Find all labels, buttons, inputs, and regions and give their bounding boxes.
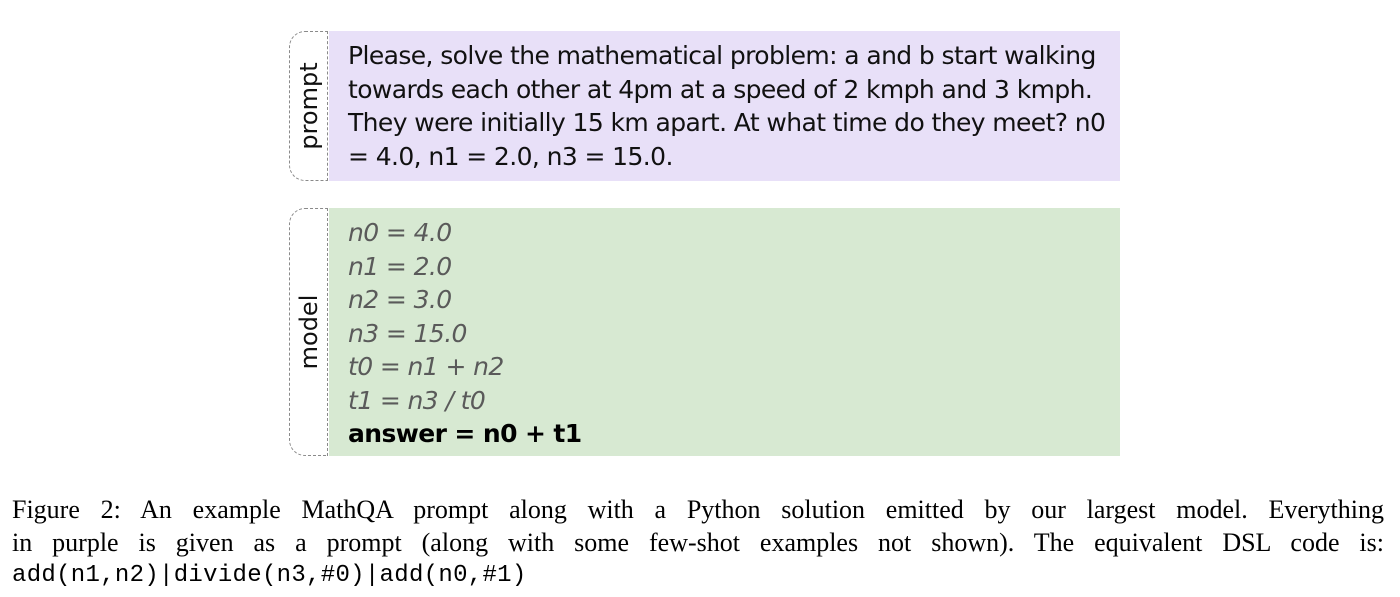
code-line: t0 = n1 + n2 bbox=[348, 352, 504, 381]
code-line: n3 = 15.0 bbox=[348, 318, 467, 348]
model-label: model bbox=[295, 294, 323, 370]
code-line: n1 = 2.0 bbox=[348, 251, 452, 281]
figure-caption bbox=[12, 493, 1384, 592]
caption-line-1: Figure 2: An example MathQA prompt along with a Python solution emitted by our largest model. Everything bbox=[12, 495, 1384, 524]
prompt-divider bbox=[327, 31, 328, 181]
prompt-label: prompt bbox=[295, 62, 323, 150]
prompt-tab bbox=[289, 31, 327, 181]
caption-line-2: in purple is given as a prompt (along with some few-shot examples not shown). The equivalent DSL code is: bbox=[12, 528, 1384, 557]
prompt-text: Please, solve the mathematical problem: a and b start walking towards each other at 4pm at a speed of 2 kmph and 3 kmph. They were initially 15 km apart. At what time do they meet? n0 = 4.0, n1 = 2.0, n3 = 15.0. bbox=[348, 41, 1106, 171]
prompt-panel bbox=[289, 31, 1120, 181]
model-panel bbox=[289, 208, 1120, 456]
model-divider bbox=[327, 208, 328, 456]
model-content bbox=[329, 208, 1120, 456]
answer-line: answer = n0 + t1 bbox=[348, 419, 582, 448]
prompt-content bbox=[329, 31, 1120, 181]
dsl-code: add(n1,n2)|divide(n3,#0)|add(n0,#1) bbox=[12, 562, 527, 589]
model-tab bbox=[289, 208, 327, 456]
code-line: n2 = 3.0 bbox=[348, 285, 452, 314]
code-line: t1 = n3 / t0 bbox=[348, 385, 486, 415]
model-code bbox=[348, 216, 582, 451]
code-line: n0 = 4.0 bbox=[348, 218, 452, 247]
